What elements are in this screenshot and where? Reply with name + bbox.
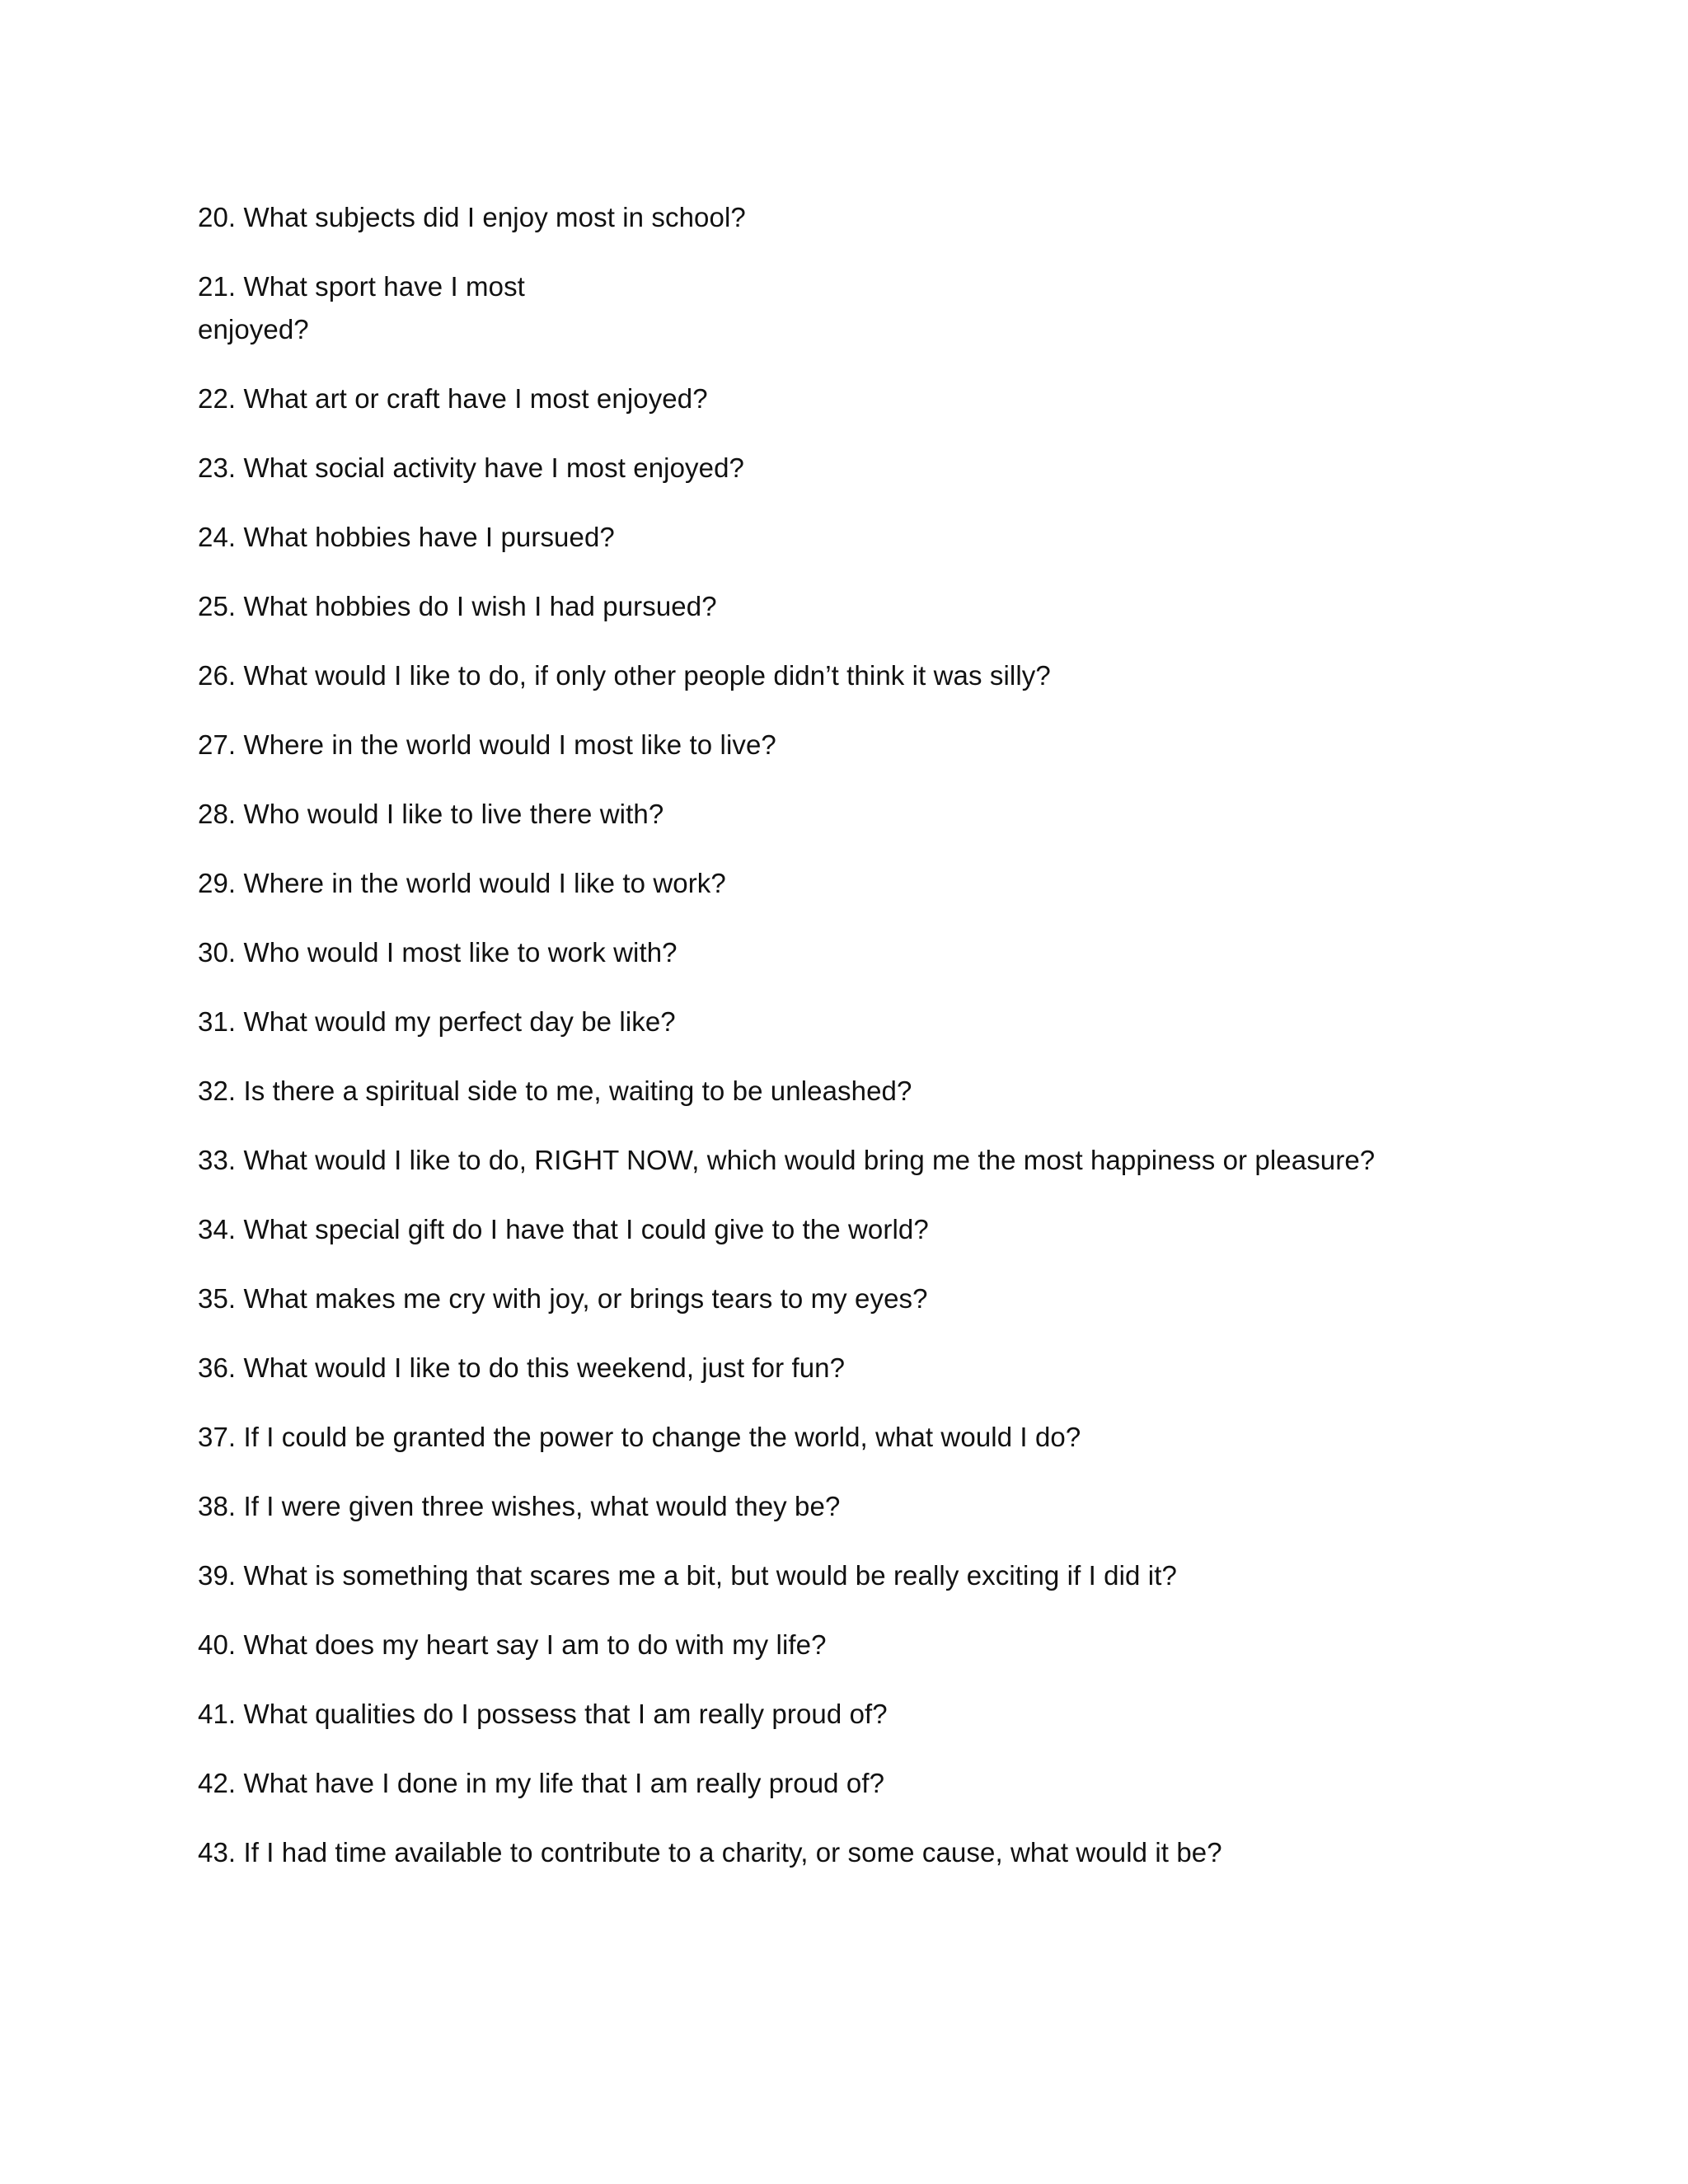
question-list [198,196,1615,1900]
question-34: 34. What special gift do I have that I could give to the world? [198,1214,929,1244]
question-42: 42. What have I done in my life that I am really proud of? [198,1768,885,1798]
question-26: 26. What would I like to do, if only other people didn’t think it was silly? [198,660,1051,691]
question-29: 29. Where in the world would I like to work? [198,868,726,898]
question-39: 39. What is something that scares me a bit, but would be really exciting if I did it? [198,1560,1177,1591]
question-33: 33. What would I like to do, RIGHT NOW, which would bring me the most happiness or pleasure? [198,1145,1376,1175]
question-23: 23. What social activity have I most enjoyed? [198,452,744,483]
question-24: 24. What hobbies have I pursued? [198,522,615,552]
question-28: 28. Who would I like to live there with? [198,799,664,829]
question-43: 43. If I had time available to contribute to a charity, or some cause, what would it be? [198,1837,1222,1868]
question-32: 32. Is there a spiritual side to me, waiting to be unleashed? [198,1076,912,1106]
question-36: 36. What would I like to do this weekend, just for fun? [198,1352,846,1383]
question-20: 20. What subjects did I enjoy most in school? [198,202,746,232]
question-21: 21. What sport have I most enjoyed? [198,271,525,344]
question-27: 27. Where in the world would I most like to live? [198,729,776,760]
question-41: 41. What qualities do I possess that I am really proud of? [198,1699,888,1729]
question-31: 31. What would my perfect day be like? [198,1006,676,1037]
question-40: 40. What does my heart say I am to do with my life? [198,1629,827,1660]
question-37: 37. If I could be granted the power to change the world, what would I do? [198,1422,1081,1452]
question-35: 35. What makes me cry with joy, or brings tears to my eyes? [198,1283,928,1314]
question-22: 22. What art or craft have I most enjoyed? [198,383,708,414]
question-38: 38. If I were given three wishes, what would they be? [198,1491,841,1521]
question-25: 25. What hobbies do I wish I had pursued? [198,591,717,621]
question-30: 30. Who would I most like to work with? [198,937,678,968]
